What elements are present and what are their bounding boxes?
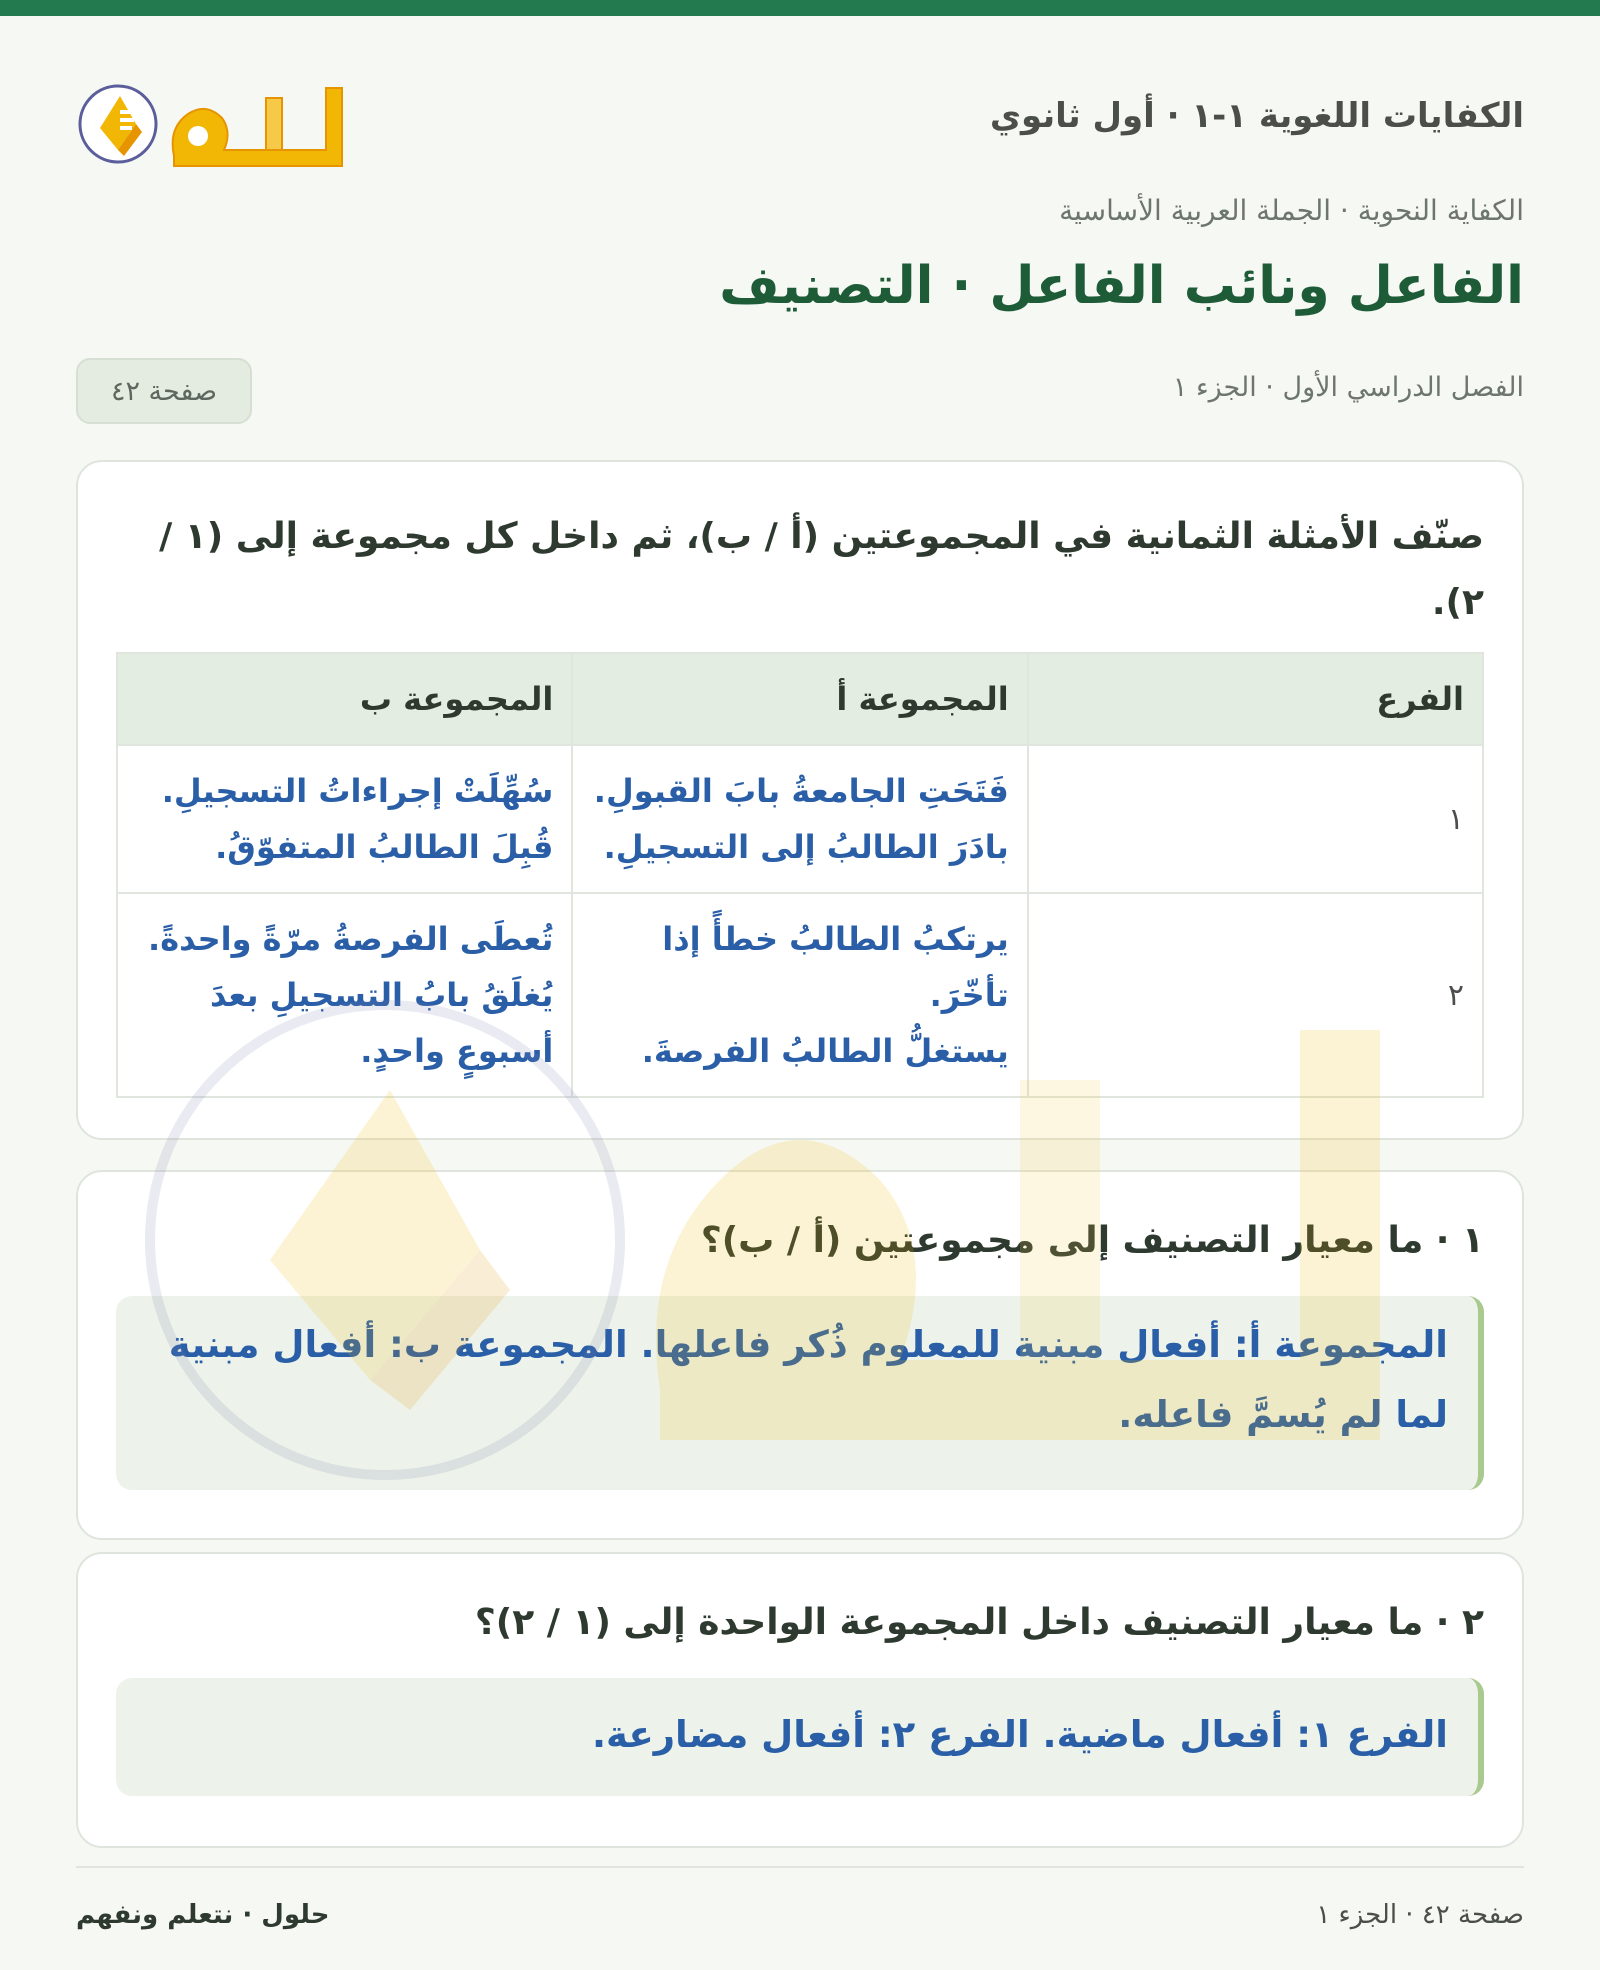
example-sentence: قُبِلَ الطالبُ المتفوّقُ.: [215, 828, 554, 866]
table-row: [117, 893, 1483, 1097]
group-b-examples: [117, 893, 572, 1097]
table-header-row: [117, 653, 1483, 745]
question-card-2: [76, 1552, 1524, 1848]
footer-page-info: صفحة ٤٢ · الجزء ١: [1316, 1900, 1524, 1930]
exercise-card: [76, 460, 1524, 1140]
footer-brand: حلول · نتعلم ونفهم: [76, 1900, 330, 1930]
header-group-b: المجموعة ب: [117, 653, 572, 745]
question-text: ١ · ما معيار التصنيف إلى مجموعتين (أ / ب)؟: [700, 1220, 1484, 1261]
example-sentence: يرتكبُ الطالبُ خطأً إذا تأخّرَ.: [662, 920, 1009, 1014]
footer-divider: [76, 1866, 1524, 1868]
answer-box: المجموعة أ: أفعال مبنية للمعلوم ذُكر فاعلها. المجموعة ب: أفعال مبنية لما لم يُسمَّ فاعله.: [116, 1296, 1484, 1490]
example-sentence: يُغلَقُ بابُ التسجيلِ بعدَ أسبوعٍ واحدٍ.: [209, 976, 554, 1070]
answer-box: الفرع ١: أفعال ماضية. الفرع ٢: أفعال مضارعة.: [116, 1678, 1484, 1796]
branch-number: ١: [1028, 745, 1483, 893]
group-a-examples: [572, 745, 1027, 893]
header-group-a: المجموعة أ: [572, 653, 1027, 745]
term-info: الفصل الدراسي الأول · الجزء ١: [1172, 372, 1524, 403]
branch-number: ٢: [1028, 893, 1483, 1097]
question-text: ٢ · ما معيار التصنيف داخل المجموعة الواحدة إلى (١ / ٢)؟: [474, 1602, 1484, 1643]
table-row: [117, 745, 1483, 893]
top-accent-bar: [0, 0, 1600, 16]
series-title: الكفايات اللغوية ١-١ · أول ثانوي: [989, 96, 1524, 136]
exercise-instruction: صنّف الأمثلة الثمانية في المجموعتين (أ / ب)، ثم داخل كل مجموعة إلى (١ / ٢).: [159, 516, 1484, 623]
classification-table: [116, 652, 1484, 1098]
breadcrumb: الكفاية النحوية · الجملة العربية الأساسية: [1059, 194, 1524, 227]
logo-icon: [76, 66, 356, 176]
page-title: الفاعل ونائب الفاعل · التصنيف: [719, 256, 1524, 316]
group-b-examples: [117, 745, 572, 893]
page: [76, 16, 1524, 1970]
example-sentence: سُهِّلَتْ إجراءاتُ التسجيلِ.: [161, 772, 554, 810]
question-card-1: [76, 1170, 1524, 1540]
example-sentence: تُعطَى الفرصةُ مرّةً واحدةً.: [148, 920, 554, 958]
example-sentence: يستغلُّ الطالبُ الفرصةَ.: [641, 1032, 1009, 1070]
example-sentence: بادَرَ الطالبُ إلى التسجيلِ.: [603, 828, 1009, 866]
group-a-examples: [572, 893, 1027, 1097]
header-branch: الفرع: [1028, 653, 1483, 745]
example-sentence: فَتَحَتِ الجامعةُ بابَ القبولِ.: [593, 772, 1009, 810]
header: [76, 66, 1524, 176]
page-badge: صفحة ٤٢: [76, 358, 252, 424]
